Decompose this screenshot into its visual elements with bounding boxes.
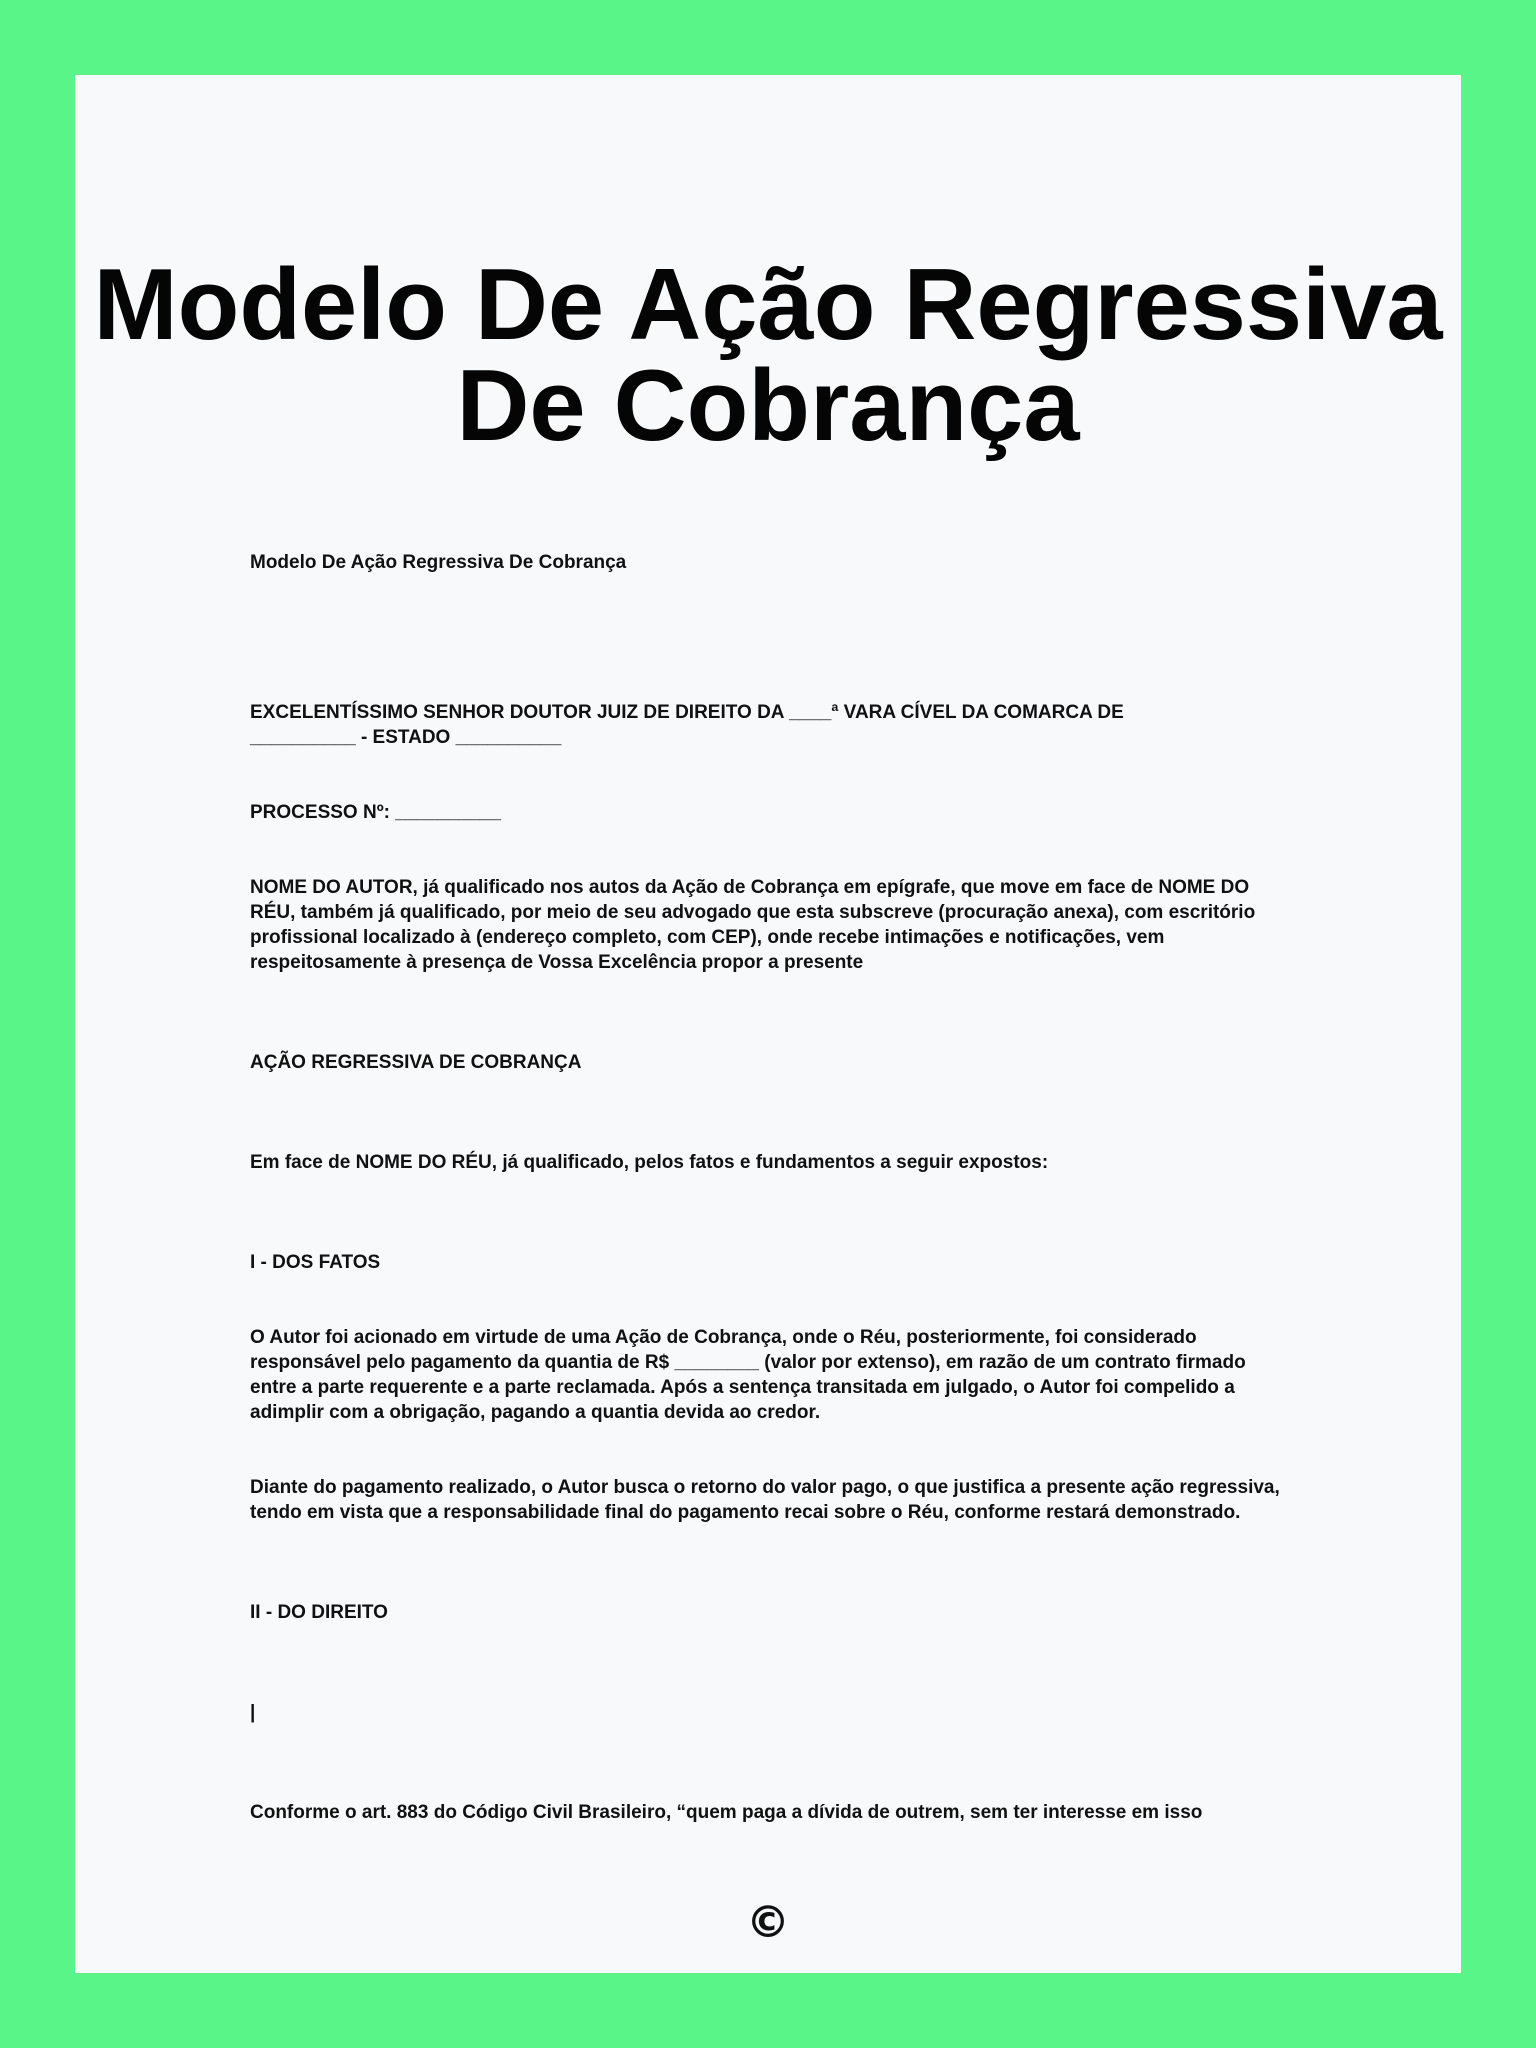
addressee-line-1: EXCELENTÍSSIMO SENHOR DOUTOR JUIZ DE DIREITO DA ____ª VARA CÍVEL DA COMARCA DE: [250, 702, 1124, 723]
process-number: PROCESSO Nº: __________: [250, 802, 501, 823]
section-heading-law: II - DO DIREITO: [250, 1602, 388, 1623]
addressee-block: [250, 700, 1290, 750]
against-line: Em face de NOME DO RÉU, já qualificado, pelos fatos e fundamentos a seguir expostos:: [250, 1152, 1049, 1173]
document-page: [75, 75, 1461, 1973]
copyright-icon: ©: [746, 1897, 790, 1948]
document-title: [75, 249, 1461, 462]
intro-paragraph: NOME DO AUTOR, já qualificado nos autos da Ação de Cobrança em epígrafe, que move em face de NOME DO RÉU, também já qualificado, por meio de seu advogado que esta subscreve (procuração anexa), com escritório profissional localizado à (endereço completo, com CEP), onde recebe intimações e notificações, vem respeitosamente à presença de Vossa Excelência propor a presente: [250, 877, 1256, 973]
law-paragraph: Conforme o art. 883 do Código Civil Brasileiro, “quem paga a dívida de outrem, sem ter interesse em isso: [250, 1802, 1203, 1823]
facts-paragraph-1: O Autor foi acionado em virtude de uma Ação de Cobrança, onde o Réu, posteriormente, foi considerado responsável pelo pagamento da quantia de R$ ________ (valor por extenso), em razão de um contrato firmado entre a parte requerente e a parte reclamada. Após a sentença transitada em julgado, o Autor foi compelido a adimplir com a obrigação, pagando a quantia devida ao credor.: [250, 1327, 1246, 1423]
addressee-line-2: __________ - ESTADO __________: [250, 727, 562, 748]
text-cursor-mark: |: [250, 1702, 256, 1723]
facts-paragraph-2: Diante do pagamento realizado, o Autor busca o retorno do valor pago, o que justifica a presente ação regressiva, tendo em vista que a responsabilidade final do pagamento recai sobre o Réu, conforme restará demonstrado.: [250, 1477, 1280, 1523]
action-heading: AÇÃO REGRESSIVA DE COBRANÇA: [250, 1052, 582, 1073]
document-title-line-2: De Cobrança: [456, 350, 1080, 462]
document-subtitle: Modelo De Ação Regressiva De Cobrança: [250, 552, 627, 573]
section-heading-facts: I - DOS FATOS: [250, 1252, 381, 1273]
document-title-line-1: Modelo De Ação Regressiva: [93, 249, 1443, 361]
